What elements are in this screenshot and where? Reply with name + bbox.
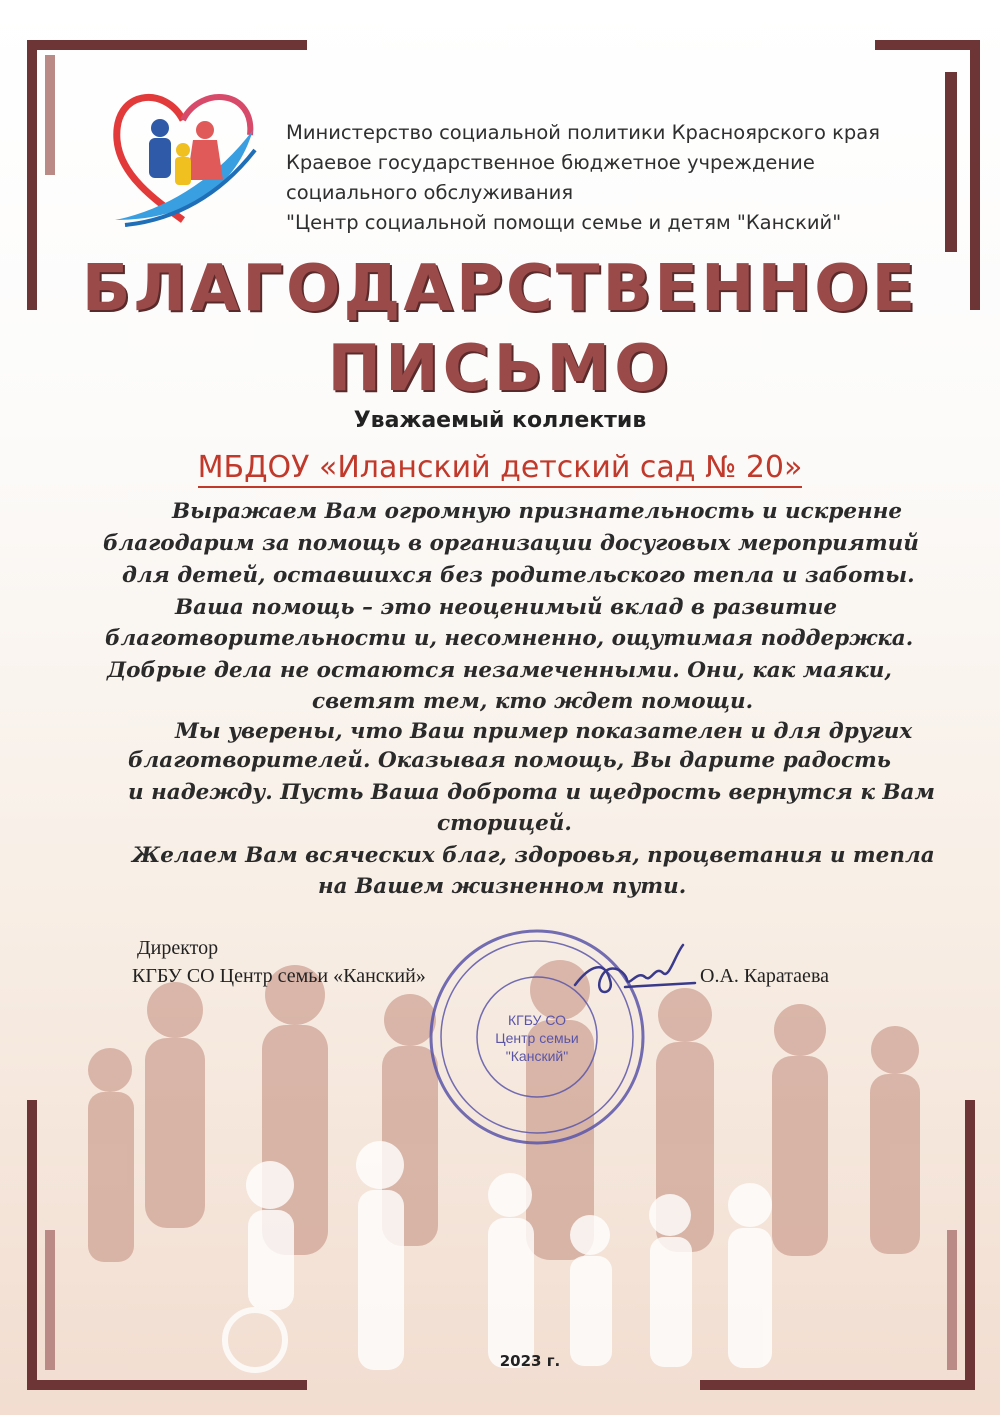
- body-line: Добрые дела не остаются незамеченными. Они, как маяки,: [107, 658, 892, 683]
- org-line: "Центр социальной помощи семье и детям "Канский": [286, 211, 842, 234]
- body-line: на Вашем жизненном пути.: [318, 874, 687, 899]
- body-line: Желаем Вам всяческих благ, здоровья, процветания и тепла: [132, 843, 935, 868]
- recipient-wrapper: [0, 450, 1000, 485]
- org-line: Министерство социальной политики Красноярского края: [286, 121, 880, 144]
- handwritten-signature: [565, 925, 705, 1015]
- signatory-name: О.А. Каратаева: [700, 965, 829, 987]
- body-line: благодарим за помощь в организации досуговых мероприятий: [103, 531, 919, 556]
- stamp-line: "Канский": [505, 1048, 569, 1064]
- body-line: для детей, оставшихся без родительского тепла и заботы.: [122, 563, 915, 588]
- greeting: Уважаемый коллектив: [353, 408, 647, 433]
- document-title-line1: БЛАГОДАРСТВЕННОЕ: [81, 252, 919, 326]
- stamp-line: Центр семьи: [495, 1030, 579, 1046]
- organization-header: [286, 118, 946, 238]
- signatory-organization: КГБУ СО Центр семьи «Канский»: [132, 965, 426, 987]
- org-line: Краевое государственное бюджетное учреждение: [286, 151, 815, 174]
- body-line: Выражаем Вам огромную признательность и искренне: [172, 499, 903, 524]
- body-line: благотворительности и, несомненно, ощутимая поддержка.: [105, 626, 914, 651]
- body-line: благотворителей. Оказывая помощь, Вы дарите радость: [128, 748, 891, 773]
- body-line: сторицей.: [437, 811, 572, 836]
- document-year: 2023 г.: [499, 1352, 561, 1370]
- document-title-line2: ПИСЬМО: [327, 332, 673, 406]
- org-line: социального обслуживания: [286, 181, 574, 204]
- signatory-position: Директор: [137, 937, 219, 959]
- body-line: и надежду. Пусть Ваша доброта и щедрость вернутся к Вам: [128, 780, 935, 805]
- body-line: Мы уверены, что Ваш пример показателен и для других: [175, 719, 913, 744]
- body-line: светят тем, кто ждет помощи.: [312, 689, 754, 714]
- family-heart-logo: [105, 80, 260, 230]
- stamp-line: КГБУ СО: [507, 1012, 567, 1028]
- body-line: Ваша помощь – это неоценимый вклад в развитие: [175, 595, 838, 620]
- recipient-name: МБДОУ «Иланский детский сад № 20»: [198, 450, 803, 488]
